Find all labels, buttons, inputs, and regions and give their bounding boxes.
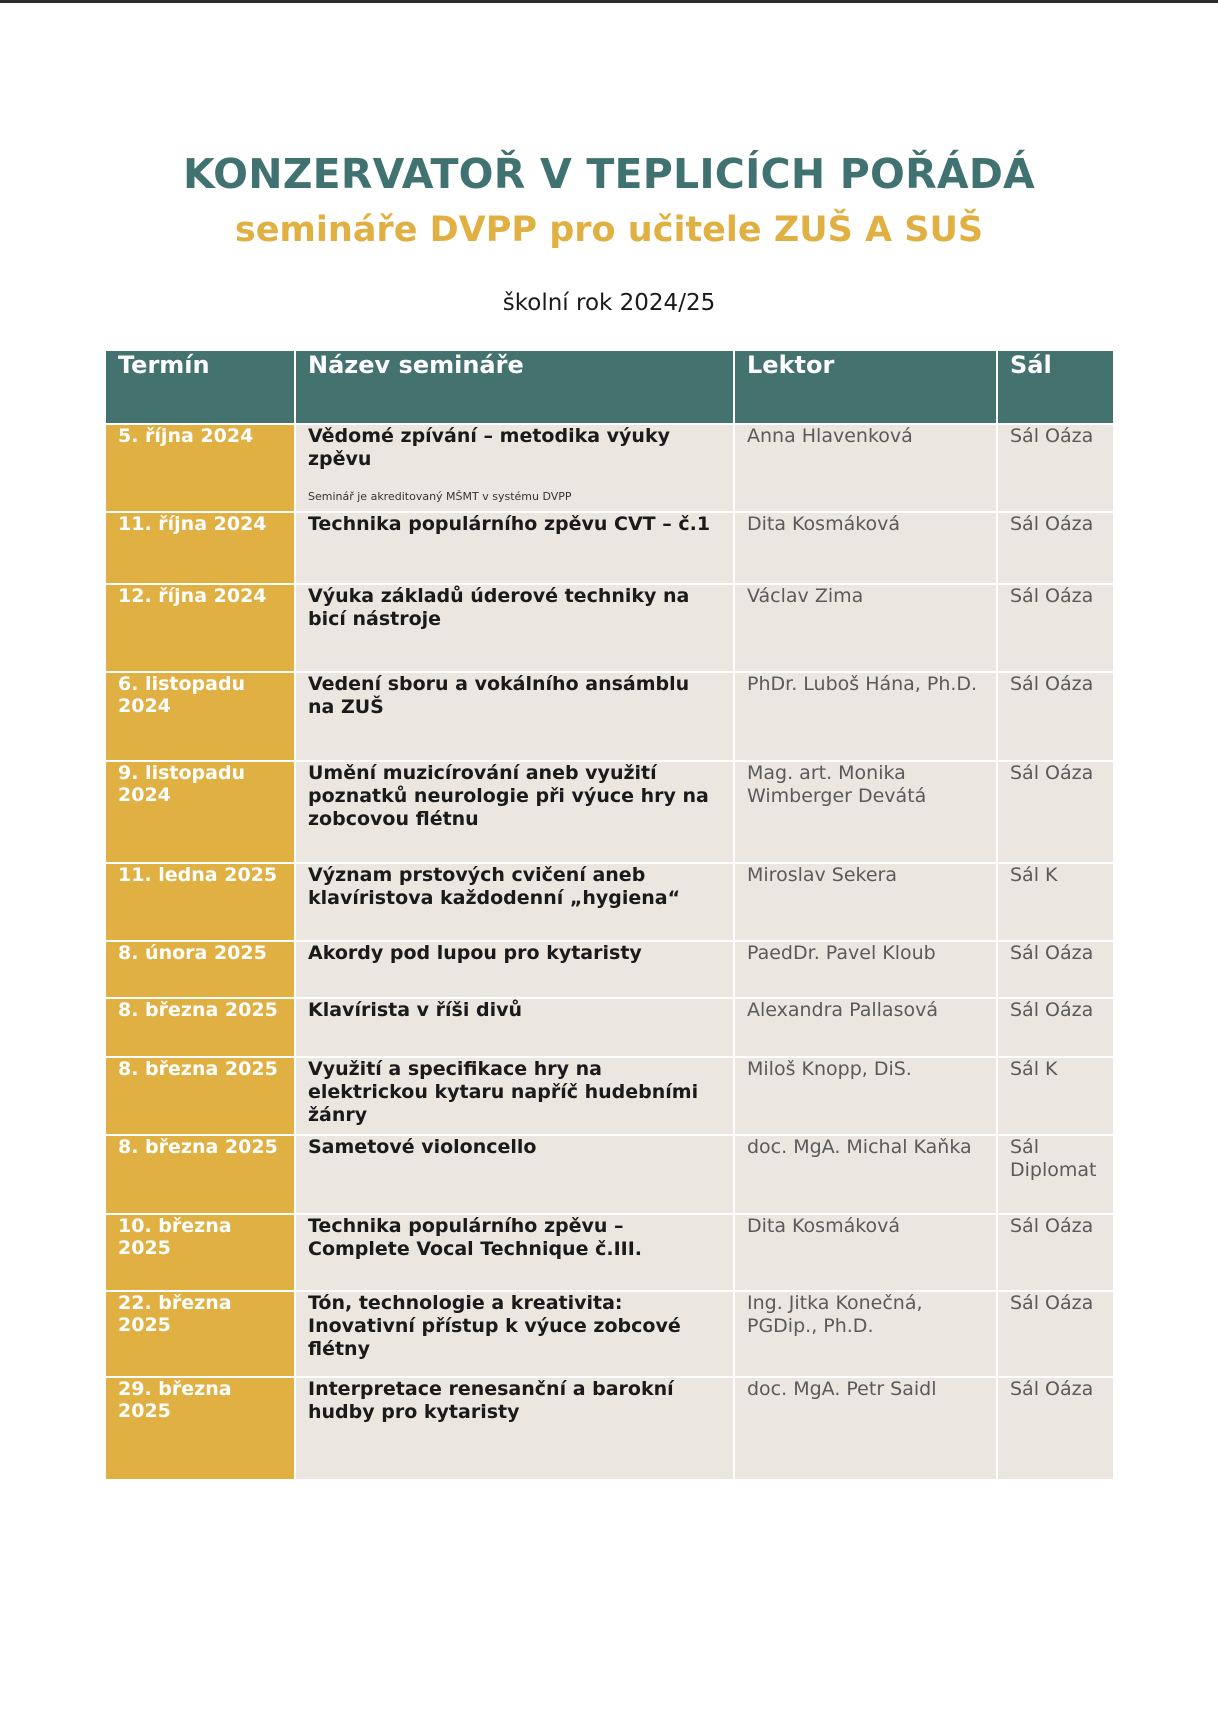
row-seminar-name: Umění muzicírování aneb využití poznatků neurologie při výuce hry na zobcovou flétnu — [295, 761, 734, 863]
row-date: 8. února 2025 — [106, 941, 295, 998]
table-row — [106, 584, 1113, 672]
table-row — [106, 1291, 1113, 1377]
row-date: 11. ledna 2025 — [106, 863, 295, 941]
table-header-row — [106, 351, 1113, 424]
header-date: Termín — [106, 351, 295, 424]
row-seminar-name: Vedení sboru a vokálního ansámblu na ZUŠ — [295, 672, 734, 761]
table-body — [106, 424, 1113, 1480]
table-row — [106, 1135, 1113, 1214]
row-date: 5. října 2024 — [106, 424, 295, 512]
row-date: 8. března 2025 — [106, 1057, 295, 1135]
row-seminar-name: Technika populárního zpěvu – Complete Vocal Technique č.III. — [295, 1214, 734, 1291]
row-date: 22. března 2025 — [106, 1291, 295, 1377]
school-year: školní rok 2024/25 — [502, 290, 716, 316]
row-lector: PhDr. Luboš Hána, Ph.D. — [734, 672, 997, 761]
row-seminar-name — [295, 424, 734, 512]
page-title: KONZERVATOŘ V TEPLICÍCH POŘÁDÁ — [183, 150, 1035, 198]
row-lector: PaedDr. Pavel Kloub — [734, 941, 997, 998]
header-seminar-name: Název semináře — [295, 351, 734, 424]
table-row — [106, 761, 1113, 863]
row-hall: Sál Diplomat — [997, 1135, 1113, 1214]
row-date: 8. března 2025 — [106, 1135, 295, 1214]
row-hall: Sál Oáza — [997, 512, 1113, 584]
row-lector: Mag. art. Monika Wimberger Devátá — [734, 761, 997, 863]
header-hall: Sál — [997, 351, 1113, 424]
row-hall: Sál Oáza — [997, 998, 1113, 1057]
row-date: 11. října 2024 — [106, 512, 295, 584]
accreditation-note: Seminář je akreditovaný MŠMT v systému DVPP — [308, 490, 572, 503]
row-seminar-name: Výuka základů úderové techniky na bicí nástroje — [295, 584, 734, 672]
row-seminar-name: Sametové violoncello — [295, 1135, 734, 1214]
table-row — [106, 672, 1113, 761]
row-date: 9. listopadu 2024 — [106, 761, 295, 863]
row-seminar-name: Tón, technologie a kreativita: Inovativní přístup k výuce zobcové flétny — [295, 1291, 734, 1377]
row-date: 29. března 2025 — [106, 1377, 295, 1480]
top-border-line — [0, 0, 1218, 3]
row-date: 12. října 2024 — [106, 584, 295, 672]
row-lector: Václav Zima — [734, 584, 997, 672]
table-row — [106, 1057, 1113, 1135]
row-date: 10. března 2025 — [106, 1214, 295, 1291]
row-lector: Dita Kosmáková — [734, 1214, 997, 1291]
row-hall: Sál Oáza — [997, 1377, 1113, 1480]
row-hall: Sál Oáza — [997, 672, 1113, 761]
table-row — [106, 1377, 1113, 1480]
row-hall: Sál Oáza — [997, 584, 1113, 672]
table-row — [106, 998, 1113, 1057]
row-date: 8. března 2025 — [106, 998, 295, 1057]
row-hall: Sál Oáza — [997, 941, 1113, 998]
table-row — [106, 1214, 1113, 1291]
row-lector: doc. MgA. Michal Kaňka — [734, 1135, 997, 1214]
header-lector: Lektor — [734, 351, 997, 424]
row-date: 6. listopadu 2024 — [106, 672, 295, 761]
row-seminar-name: Klavírista v říši divů — [295, 998, 734, 1057]
table-row — [106, 424, 1113, 512]
table-row — [106, 941, 1113, 998]
seminar-title: Vědomé zpívání – metodika výuky zpěvu — [308, 425, 670, 470]
row-lector: Miroslav Sekera — [734, 863, 997, 941]
row-hall: Sál K — [997, 1057, 1113, 1135]
row-lector: Dita Kosmáková — [734, 512, 997, 584]
page-subtitle: semináře DVPP pro učitele ZUŠ A SUŠ — [234, 210, 984, 250]
row-lector: Anna Hlavenková — [734, 424, 997, 512]
row-seminar-name: Využití a specifikace hry na elektrickou kytaru napříč hudebními žánry — [295, 1057, 734, 1135]
row-hall: Sál Oáza — [997, 1291, 1113, 1377]
row-hall: Sál Oáza — [997, 1214, 1113, 1291]
row-lector: Ing. Jitka Konečná, PGDip., Ph.D. — [734, 1291, 997, 1377]
row-seminar-name: Interpretace renesanční a barokní hudby pro kytaristy — [295, 1377, 734, 1480]
row-hall: Sál K — [997, 863, 1113, 941]
row-hall: Sál Oáza — [997, 761, 1113, 863]
row-lector: doc. MgA. Petr Saidl — [734, 1377, 997, 1480]
table-row — [106, 863, 1113, 941]
row-seminar-name: Význam prstových cvičení aneb klavíristova každodenní „hygiena“ — [295, 863, 734, 941]
seminar-table — [106, 351, 1113, 1481]
row-seminar-name: Technika populárního zpěvu CVT – č.1 — [295, 512, 734, 584]
row-lector: Miloš Knopp, DiS. — [734, 1057, 997, 1135]
row-hall: Sál Oáza — [997, 424, 1113, 512]
row-seminar-name: Akordy pod lupou pro kytaristy — [295, 941, 734, 998]
table-row — [106, 512, 1113, 584]
row-lector: Alexandra Pallasová — [734, 998, 997, 1057]
